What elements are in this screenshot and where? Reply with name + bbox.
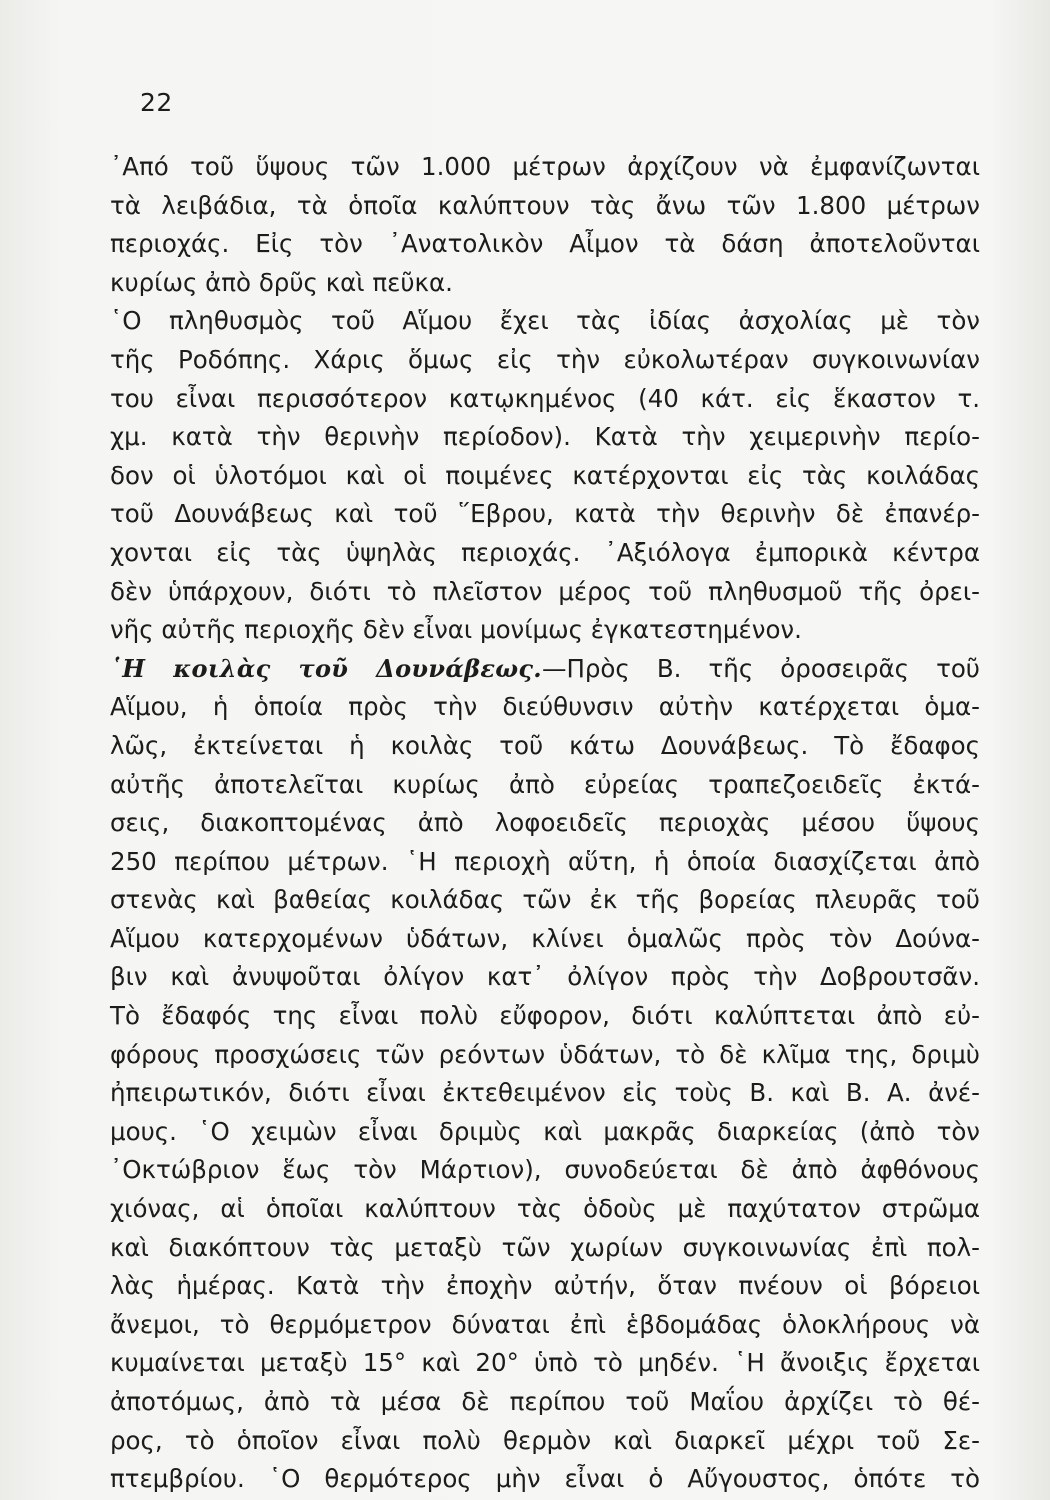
text-line: κυμαίνεται μεταξὺ 15° καὶ 20° ὑπὸ τὸ μηδέν. ῾Η ἄνοιξις ἔρχεται	[110, 1348, 980, 1378]
text-line: ρος, τὸ ὁποῖον εἶναι πολὺ θερμὸν καὶ διαρκεῖ μέχρι τοῦ Σε-	[110, 1425, 980, 1455]
text-line: νῆς αὐτῆς περιοχῆς δὲν εἶναι μονίμως ἐγκατεστημένον.	[110, 615, 802, 645]
text-line: χμ. κατὰ τὴν θερινὴν περίοδον). Κατὰ τὴν χειμερινὴν περίο-	[110, 422, 980, 452]
text-line: τὰ λειβάδια, τὰ ὁποῖα καλύπτουν τὰς ἄνω τῶν 1.800 μέτρων	[110, 190, 980, 220]
text-line: πτεμβρίου. ῾Ο θερμότερος μὴν εἶναι ὁ Αὔγουστος, ὁπότε τὸ	[110, 1464, 980, 1494]
text-line: ἀποτόμως, ἀπὸ τὰ μέσα δὲ περίπου τοῦ Μαΐου ἀρχίζει τὸ θέ-	[110, 1387, 980, 1416]
text-line: Αἵμου, ἡ ὁποία πρὸς τὴν διεύθυνσιν αὐτὴν κατέρχεται ὁμα-	[110, 692, 980, 722]
text-line: δον οἱ ὑλοτόμοι καὶ οἱ ποιμένες κατέρχονται εἰς τὰς κοιλάδας	[110, 460, 980, 490]
text-line: ἄνεμοι, τὸ θερμόμετρον δύναται ἐπὶ ἑβδομάδας ὁλοκλήρους νὰ	[110, 1309, 980, 1339]
text-line: ᾿Οκτώβριον ἕως τὸν Μάρτιον), συνοδεύεται δὲ ἀπὸ ἀφθόνους	[110, 1155, 980, 1185]
text-line: δὲν ὑπάρχουν, διότι τὸ πλεῖστον μέρος τοῦ πληθυσμοῦ τῆς ὀρει-	[110, 576, 980, 606]
text-line: περιοχάς. Εἰς τὸν ᾿Ανατολικὸν Αἶμον τὰ δάση ἀποτελοῦνται	[110, 229, 980, 259]
text-line: καὶ διακόπτουν τὰς μεταξὺ τῶν χωρίων συγκοινωνίας ἐπὶ πολ-	[110, 1232, 980, 1262]
text-line: φόρους προσχώσεις τῶν ρεόντων ὑδάτων, τὸ δὲ κλῖμα της, δριμὺ	[110, 1039, 980, 1069]
text-line: λὰς ἡμέρας. Κατὰ τὴν ἐποχὴν αὐτήν, ὅταν πνέουν οἱ βόρειοι	[110, 1271, 980, 1301]
text-line	[110, 650, 980, 689]
text-line: βιν καὶ ἀνυψοῦται ὀλίγον κατ᾿ ὀλίγον πρὸς τὴν Δοβρουτσᾶν.	[110, 962, 980, 992]
text-line: τῆς Ροδόπης. Χάρις ὅμως εἰς τὴν εὐκολωτέραν συγκοινωνίαν	[110, 344, 980, 374]
text-line: 250 περίπου μέτρων. ῾Η περιοχὴ αὕτη, ἡ ὁποία διασχίζεται ἀπὸ	[110, 846, 980, 876]
body-text	[110, 148, 980, 1499]
text-line: κυρίως ἀπὸ δρῦς καὶ πεῦκα.	[110, 267, 453, 297]
text-line: σεις, διακοπτομένας ἀπὸ λοφοειδεῖς περιοχὰς μέσου ὕψους	[110, 808, 980, 838]
page-number: 22	[140, 88, 173, 117]
text-line: ῾Ο πληθυσμὸς τοῦ Αἵμου ἔχει τὰς ἰδίας ἀσχολίας μὲ τὸν	[110, 306, 980, 336]
text-line: χονται εἰς τὰς ὑψηλὰς περιοχάς. ᾿Αξιόλογα ἐμπορικὰ κέντρα	[110, 537, 980, 567]
text-line: ᾿Από τοῦ ὕψους τῶν 1.000 μέτρων ἀρχίζουν νὰ ἐμφανίζωνται	[110, 152, 980, 181]
text-line: Αἵμου κατερχομένων ὑδάτων, κλίνει ὁμαλῶς πρὸς τὸν Δούνα-	[110, 923, 980, 953]
text-line: ἠπειρωτικόν, διότι εἶναι ἐκτεθειμένον εἰς τοὺς Β. καὶ Β. Α. ἀνέ-	[110, 1078, 980, 1108]
text-line: λῶς, ἐκτείνεται ἡ κοιλὰς τοῦ κάτω Δουνάβεως. Τὸ ἔδαφος	[110, 730, 980, 760]
text-line: αὐτῆς ἀποτελεῖται κυρίως ἀπὸ εὐρείας τραπεζοειδεῖς ἐκτά-	[110, 769, 980, 799]
text-line: μους. ῾Ο χειμὼν εἶναι δριμὺς καὶ μακρᾶς διαρκείας (ἀπὸ τὸν	[110, 1116, 980, 1146]
text-line-content: —Πρὸς Β. τῆς ὀροσειρᾶς τοῦ	[541, 653, 980, 683]
text-line: Τὸ ἔδαφός της εἶναι πολὺ εὔφορον, διότι καλύπτεται ἀπὸ εὐ-	[110, 1001, 980, 1031]
text-line: του εἶναι περισσότερον κατῳκημένος (40 κάτ. εἰς ἕκαστον τ.	[110, 383, 980, 413]
text-line: τοῦ Δουνάβεως καὶ τοῦ ῞Εβρου, κατὰ τὴν θερινὴν δὲ ἐπανέρ-	[110, 499, 980, 529]
text-line: χιόνας, αἱ ὁποῖαι καλύπτουν τὰς ὁδοὺς μὲ παχύτατον στρῶμα	[110, 1194, 980, 1224]
text-line: στενὰς καὶ βαθείας κοιλάδας τῶν ἐκ τῆς βορείας πλευρᾶς τοῦ	[110, 885, 980, 915]
section-heading: ῾Η κοιλὰς τοῦ Δουνάβεως.	[110, 653, 542, 683]
